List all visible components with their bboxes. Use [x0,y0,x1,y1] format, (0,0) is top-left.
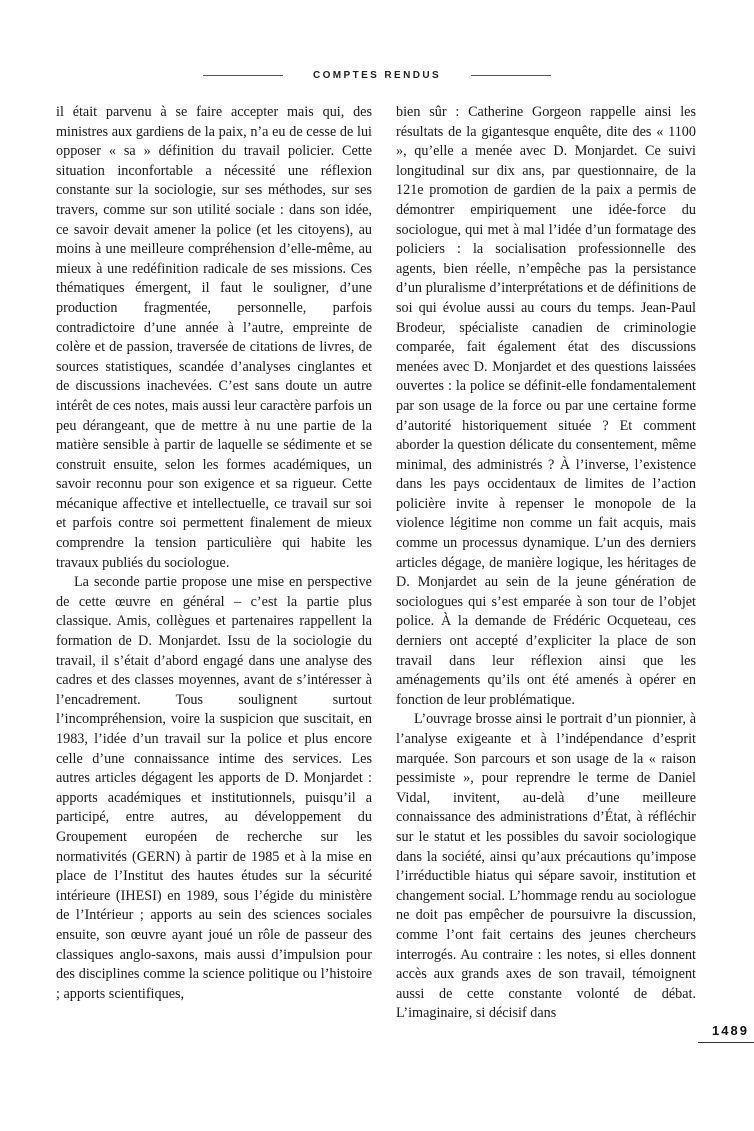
section-title: COMPTES RENDUS [312,70,442,81]
header-rule-left [203,75,283,76]
paragraph: bien sûr : Catherine Gorgeon rappelle ainsi les résultats de la gigantesque enquête, dite des « 1100 », qu’elle a menée avec D. Monjardet. Ce suivi longitudinal sur dix ans, par questionnaire, de la 121e promotion de gardien de la paix a permis de démontrer empiriquement une idée-force du sociologue, qui met à mal l’idée d’un formatage des policiers : la socialisation professionnelle des agents, bien réelle, n’empêche pas la persistance d’un pluralisme d’interprétations et de définitions de soi qui évolue aussi au cours du temps. Jean-Paul Brodeur, spécialiste canadien de criminologie comparée, fait également état des discussions menées avec D. Monjardet et des questions laissées ouvertes : la police se définit-elle fondamentalement par son usage de la force ou par une certaine forme d’autorité historiquement située ? Et comment aborder la question délicate du consentement, même minimal, des administrés ? À l’inverse, l’existence dans les pays occidentaux de limites de l’action policière invite à repenser le monopole de la violence légitime non comme un fait acquis, mais comme un processus dynamique. L’un des derniers articles dégage, de manière logique, les héritages de D. Monjardet au sein de la jeune génération de sociologues qui s’est emparée à son tour de l’objet police. À la demande de Frédéric Ocqueteau, ces derniers ont accepté d’expliciter la place de son travail dans leur réflexion ainsi que les aménagements qu’ils ont été amenés à opérer en fonction de leur problématique. [396,104,696,708]
right-column [396,103,696,1024]
left-column [56,103,372,1004]
paragraph: La seconde partie propose une mise en perspective de cette œuvre en général – c’est la partie plus classique. Amis, collègues et partenaires rappellent la formation de D. Monjardet. Issu de la sociologie du travail, il s’était d’abord engagé dans une analyse des cadres et des classes moyennes, avant de s’intéresser à l’encadrement. Tous soulignent surtout l’incompréhension, voire la suspicion que suscitait, en 1983, l’idée d’un travail sur la police et plus encore celle d’une connaissance intime des services. Les autres articles dégagent les apports de D. Monjardet : apports académiques et institutionnels, puisqu’il a participé, entre autres, au développement du Groupement européen de recherche sur les normativités (GERN) à partir de 1985 et à la mise en place de l’Institut des hautes études sur la sécurité intérieure (IHESI) en 1989, sous l’égide du ministère de l’Intérieur ; apports au sein des sciences sociales ensuite, son œuvre ayant joué un rôle de passeur des classiques anglo-saxons, mais aussi d’impulsion pour des disciplines comme la science politique ou l’histoire ; apports scientifiques, [56,574,372,1002]
running-header [0,70,754,81]
page-number: 1489 [712,1023,749,1038]
paragraph: L’ouvrage brosse ainsi le portrait d’un pionnier, à l’analyse exigeante et à l’indépendance d’esprit marquée. Son parcours et son usage de la « raison pessimiste », pour reprendre le terme de Daniel Vidal, invitent, au-delà d’une meilleure connaissance des administrations d’État, à réfléchir sur le statut et les possibles du savoir sociologique dans la société, ainsi qu’aux précautions qu’impose l’irréductible hiatus qui sépare savoir, institution et changement social. L’hommage rendu au sociologue ne doit pas empêcher de poursuivre la discussion, comme l’ont fait certains des jeunes chercheurs interrogés. Au contraire : les notes, si elles donnent accès aux grands axes de son travail, témoignent aussi de cette constante volonté de débat. L’imaginaire, si décisif dans [396,711,696,1022]
page-number-rule [698,1042,754,1043]
header-rule-right [471,75,551,76]
paragraph: il était parvenu à se faire accepter mais qui, des ministres aux gardiens de la paix, n’a eu de cesse de lui opposer « sa » définition du travail policier. Cette situation inconfortable a nécessité une réflexion constante sur la sociologie, sur ses méthodes, sur ses travers, comme sur son utilité sociale : dans son idée, ce savoir devait amener la police (et les citoyens), au moins à une meilleure compréhension d’elle-même, au mieux à une redéfinition radicale de ses missions. Ces thématiques émergent, il faut le souligner, d’une production fragmentée, personnelle, parfois contradictoire d’une année à l’autre, empreinte de colère et de passion, traversée de citations de livres, de sources statistiques, scandée d’analyses cinglantes et de discussions inachevées. C’est sans doute un autre intérêt de ces notes, mais aussi leur caractère parfois un peu dérangeant, que de mettre à nu une partie de la matière sensible à partir de laquelle se sédimente et se construit ensuite, selon les formes académiques, un savoir reconnu pour son exigence et sa rigueur. Cette mécanique affective et intellectuelle, ce travail sur soi et parfois contre soi permettent finalement de mieux comprendre la tension particulière qui habite les travaux publiés du sociologue. [56,104,372,571]
